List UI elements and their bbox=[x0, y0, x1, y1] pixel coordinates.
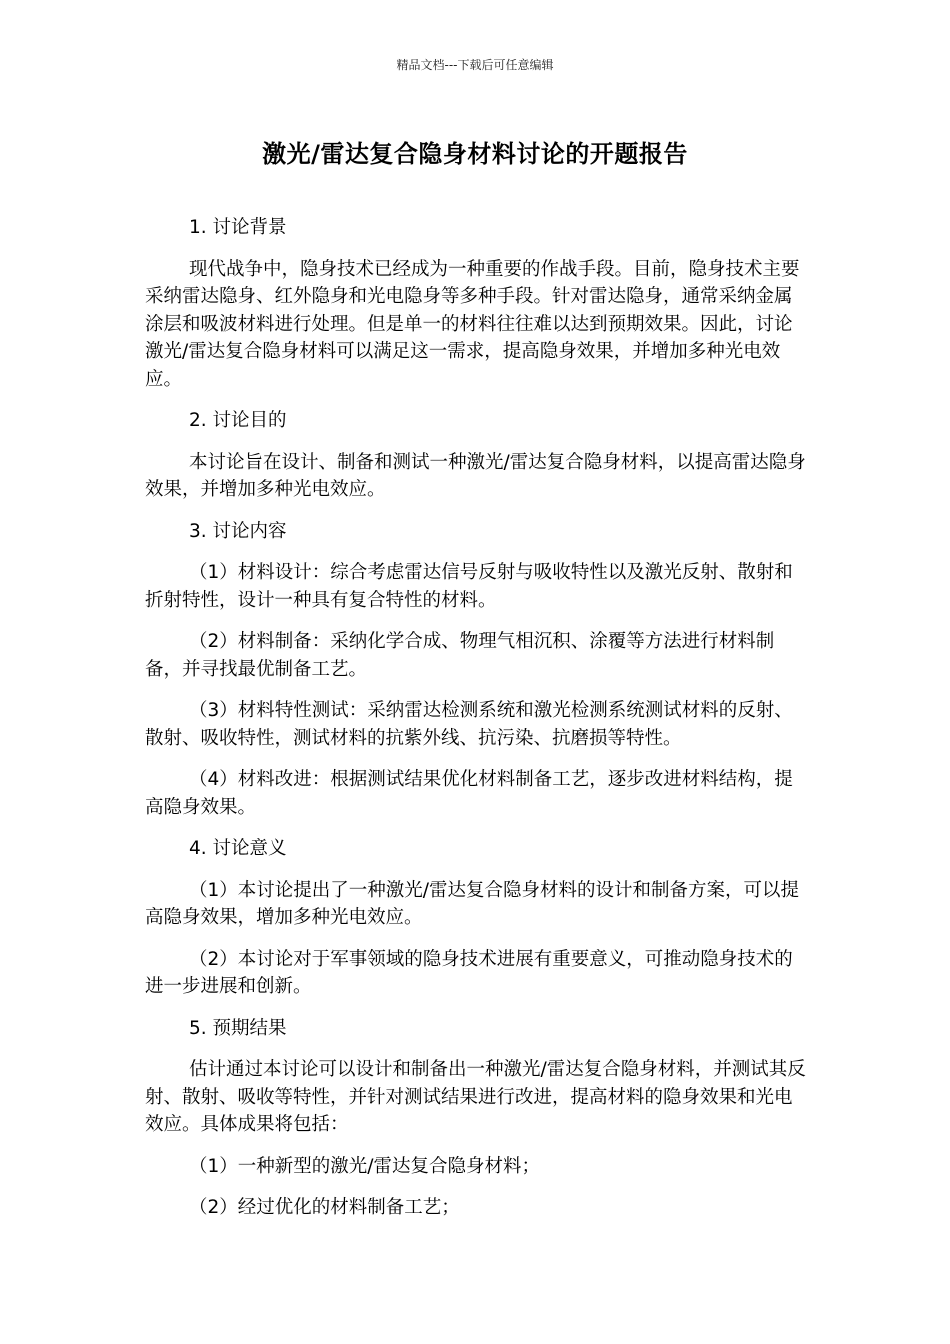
list-item-content-2: （2）材料制备：采纳化学合成、物理气相沉积、涂覆等方法进行材料制备，并寻找最优制备工艺。 bbox=[145, 631, 775, 680]
list-item-content-1: （1）材料设计：综合考虑雷达信号反射与吸收特性以及激光反射、散射和折射特性，设计一种具有复合特性的材料。 bbox=[145, 562, 793, 611]
list-item-content-4: （4）材料改进：根据测试结果优化材料制备工艺，逐步改进材料结构，提高隐身效果。 bbox=[145, 769, 793, 818]
section-heading-background: 1. 讨论背景 bbox=[189, 217, 287, 238]
header-note: 精品文档---下载后可任意编辑 bbox=[396, 58, 554, 72]
list-item-significance-1: （1）本讨论提出了一种激光/雷达复合隐身材料的设计和制备方案，可以提高隐身效果，增加多种光电效应。 bbox=[145, 879, 800, 928]
list-item-content-3: （3）材料特性测试：采纳雷达检测系统和激光检测系统测试材料的反射、散射、吸收特性，测试材料的抗紫外线、抗污染、抗磨损等特性。 bbox=[145, 700, 793, 749]
section-heading-content: 3. 讨论内容 bbox=[189, 520, 287, 542]
paragraph-purpose: 本讨论旨在设计、制备和测试一种激光/雷达复合隐身材料，以提高雷达隐身效果，并增加多种光电效应。 bbox=[145, 451, 806, 500]
section-heading-purpose: 2. 讨论目的 bbox=[189, 410, 287, 431]
paragraph-results: 估计通过本讨论可以设计和制备出一种激光/雷达复合隐身材料，并测试其反射、散射、吸收等特性，并针对测试结果进行改进，提高材料的隐身效果和光电效应。具体成果将包括： bbox=[145, 1059, 806, 1135]
list-item-results-2: （2）经过优化的材料制备工艺； bbox=[189, 1197, 460, 1218]
list-item-significance-2: （2）本讨论对于军事领域的隐身技术进展有重要意义，可推动隐身技术的进一步进展和创新。 bbox=[145, 948, 793, 997]
document-title: 激光/雷达复合隐身材料讨论的开题报告 bbox=[262, 140, 688, 168]
document-body bbox=[145, 214, 810, 1236]
list-item-results-1: （1）一种新型的激光/雷达复合隐身材料； bbox=[189, 1155, 541, 1177]
section-heading-results: 5. 预期结果 bbox=[189, 1017, 287, 1039]
paragraph-background: 现代战争中，隐身技术已经成为一种重要的作战手段。目前，隐身技术主要采纳雷达隐身、红外隐身和光电隐身等多种手段。针对雷达隐身，通常采纳金属涂层和吸波材料进行处理。但是单一的材料往往难以达到预期效果。因此，讨论激光/雷达复合隐身材料可以满足这一需求，提高隐身效果，并增加多种光电效应。 bbox=[145, 258, 800, 390]
section-heading-significance: 4. 讨论意义 bbox=[189, 838, 287, 859]
